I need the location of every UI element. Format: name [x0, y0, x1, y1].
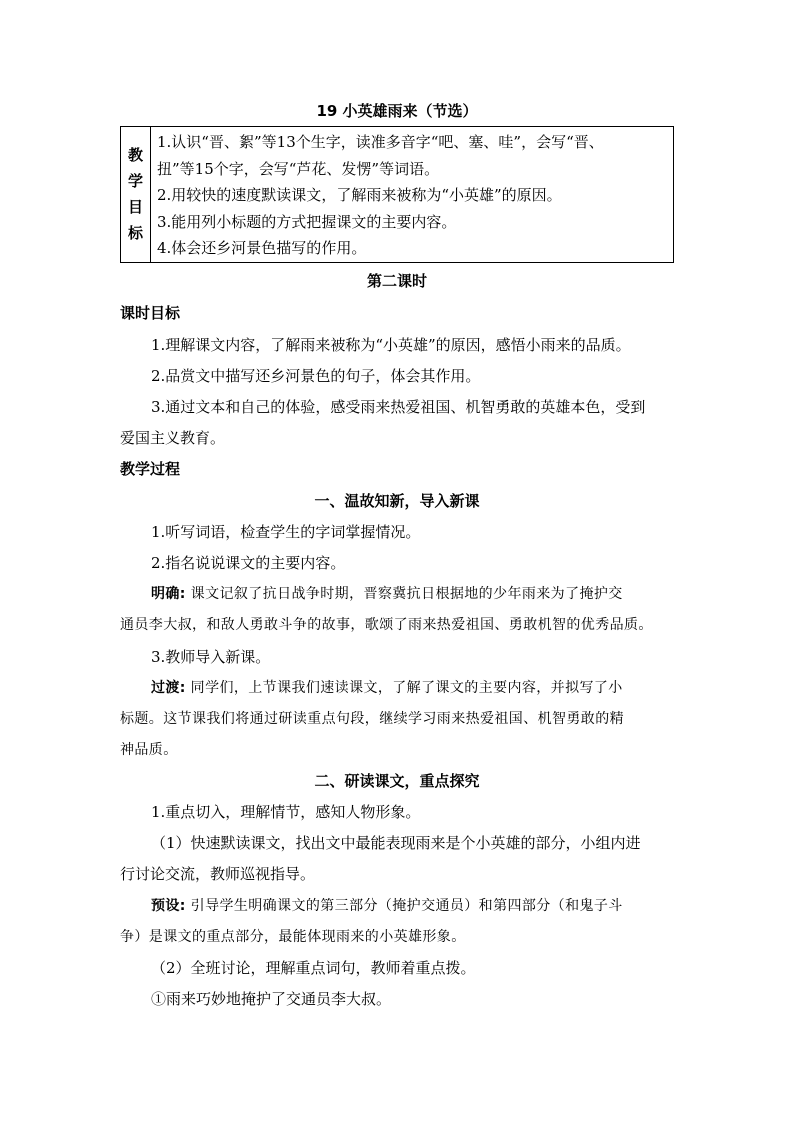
process-item: 1.重点切入，理解情节，感知人物形象。: [151, 803, 421, 821]
preset-paragraph: [151, 896, 711, 916]
clarify-text: 课文记叙了抗日战争时期，晋察冀抗日根据地的少年雨来为了掩护交: [190, 586, 623, 602]
preset-label: 预设:: [151, 898, 186, 914]
sub-item: （2）全班讨论，理解重点词句，教师着重点拨。: [151, 959, 476, 977]
preset-text: 引导学生明确课文的第三部分（掩护交通员）和第四部分（和鬼子斗: [190, 898, 623, 914]
objective-item: 3.通过文本和自己的体验，感受雨来热爱祖国、机智勇敢的英雄本色，受到: [151, 398, 646, 416]
section-heading: 二、研读课文，重点探究: [314, 772, 480, 790]
goal-line: 4.体会还乡河景色描写的作用。: [157, 239, 367, 258]
transition-text-cont: 标题。这节课我们将通过研读重点句段，继续学习雨来热爱祖国、机智勇敢的精: [120, 711, 624, 727]
process-item: 1.听写词语，检查学生的字词掌握情况。: [151, 523, 421, 541]
process-heading: 教学过程: [120, 460, 181, 478]
process-item: 2.指名说说课文的主要内容。: [151, 554, 346, 572]
transition-text-cont: 神品质。: [120, 742, 178, 758]
preset-text-cont: 争）是课文的重点部分，最能体现雨来的小英雄形象。: [120, 929, 466, 945]
label-char: 标: [127, 224, 143, 243]
goal-line: 2.用较快的速度默读课文，了解雨来被称为“小英雄”的原因。: [157, 186, 562, 205]
objective-item: 2.品赏文中描写还乡河景色的句子，体会其作用。: [151, 367, 481, 385]
transition-text: 同学们，上节课我们速读课文，了解了课文的主要内容，并拟写了小: [190, 680, 623, 696]
objective-item: 爱国主义教育。: [120, 429, 226, 447]
sub-item: ①雨来巧妙地掩护了交通员李大叔。: [151, 990, 392, 1008]
label-char: 学: [127, 172, 143, 191]
goal-line: 扭”等15个字，会写“芦花、发愣”等词语。: [157, 159, 440, 178]
clarify-text-cont: 通员李大叔，和敌人勇敢斗争的故事，歌颂了雨来热爱祖国、勇敢机智的优秀品质。: [120, 617, 653, 633]
goal-line: 1.认识“晋、絮”等13个生字，读准多音字“吧、塞、哇”，会写“晋、: [157, 133, 604, 151]
label-char: 教: [127, 146, 143, 165]
teaching-goals-content: [151, 127, 674, 263]
sub-item: （1）快速默读课文，找出文中最能表现雨来是个小英雄的部分，小组内进: [151, 834, 641, 852]
transition-paragraph: [151, 678, 711, 698]
section-heading: 一、温故知新，导入新课: [314, 492, 480, 510]
process-item: 3.教师导入新课。: [151, 648, 271, 666]
label-char: 目: [127, 198, 143, 217]
objectives-heading: 课时目标: [120, 304, 181, 322]
clarify-label: 明确:: [151, 586, 186, 602]
sub-item-cont: 行讨论交流，教师巡视指导。: [120, 865, 316, 883]
teaching-goals-table: [120, 126, 674, 263]
teaching-goals-label: [121, 127, 151, 263]
transition-label: 过渡:: [151, 680, 186, 696]
clarify-paragraph: [151, 584, 711, 604]
objective-item: 1.理解课文内容，了解雨来被称为“小英雄”的原因，感悟小雨来的品质。: [151, 336, 631, 354]
goal-line: 3.能用列小标题的方式把握课文的主要内容。: [157, 212, 457, 231]
lesson-period-heading: 第二课时: [366, 272, 427, 290]
lesson-title: 19 小英雄雨来（节选）: [316, 102, 478, 120]
